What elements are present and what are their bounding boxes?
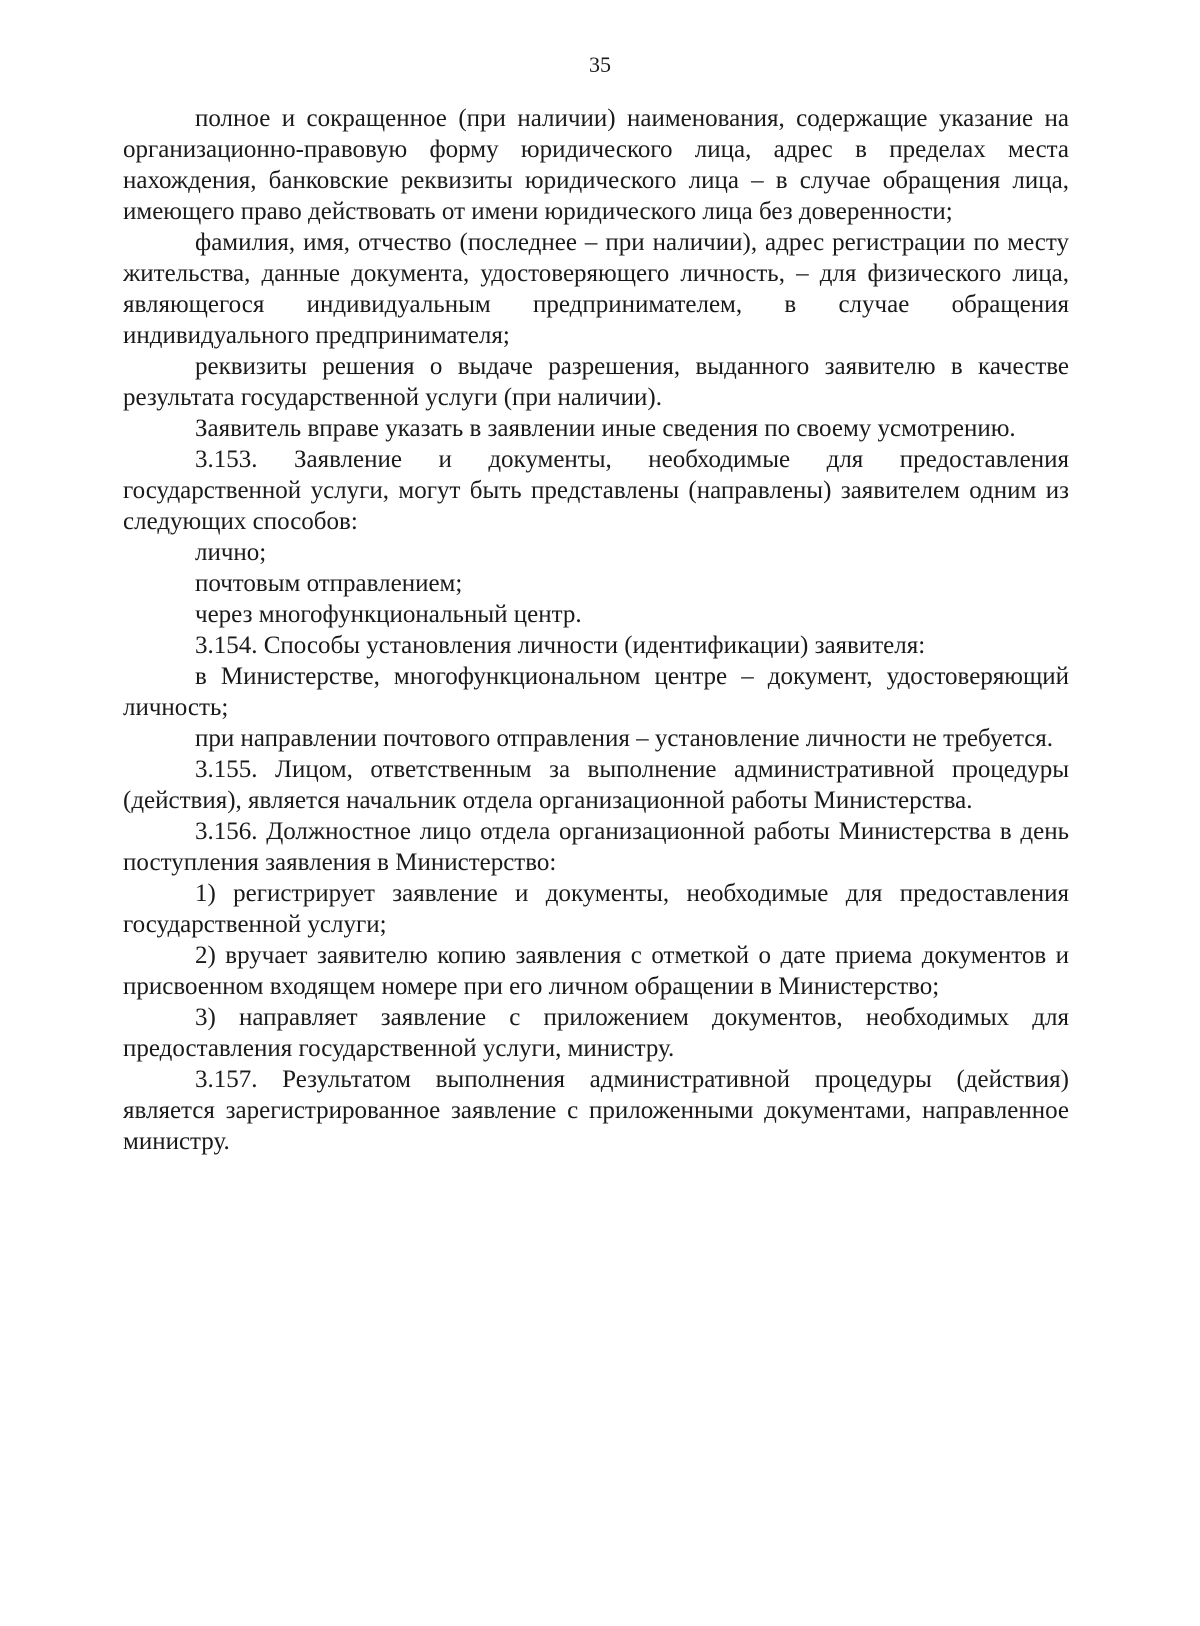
list-item-by-mail: почтовым отправлением; [195, 570, 463, 597]
paragraph-permit-requisites: реквизиты решения о выдаче разрешения, выданного заявителю в качестве результата государственной услуги (при наличии). [123, 353, 1069, 411]
paragraph-full-name-requisites: полное и сокращенное (при наличии) наименования, содержащие указание на организационно-правовую форму юридического лица, адрес в пределах места нахождения, банковские реквизиты юридического лица – в случае обращения лица, имеющего право действовать от имени юридического лица без доверенности; [123, 105, 1069, 225]
list-item-register: 1) регистрирует заявление и документы, необходимые для предоставления государственной услуги; [123, 880, 1069, 938]
paragraph-3-155: 3.155. Лицом, ответственным за выполнение административной процедуры (действия), является начальник отдела организационной работы Министерства. [123, 756, 1069, 814]
page-number: 35 [589, 52, 611, 77]
document-body [123, 103, 1069, 1157]
list-item-in-person: лично; [195, 539, 267, 566]
list-item-mfc: через многофункциональный центр. [195, 601, 582, 628]
paragraph-individual-entrepreneur: фамилия, имя, отчество (последнее – при наличии), адрес регистрации по месту жительства, данные документа, удостоверяющего личность, – для физического лица, являющегося индивидуальным предпринимателем, в случае обращения индивидуального предпринимателя; [123, 229, 1069, 349]
paragraph-3-153: 3.153. Заявление и документы, необходимые для предоставления государственной услуги, могут быть представлены (направлены) заявителем одним из следующих способов: [123, 446, 1069, 535]
paragraph-3-156: 3.156. Должностное лицо отдела организационной работы Министерства в день поступления заявления в Министерство: [123, 818, 1069, 876]
paragraph-3-157: 3.157. Результатом выполнения административной процедуры (действия) является зарегистрированное заявление с приложенными документами, направленное министру. [123, 1066, 1069, 1155]
paragraph-mail-identity: при направлении почтового отправления – установление личности не требуется. [195, 725, 1054, 752]
paragraph-other-info: Заявитель вправе указать в заявлении иные сведения по своему усмотрению. [195, 415, 1016, 442]
list-item-hand-copy: 2) вручает заявителю копию заявления с отметкой о дате приема документов и присвоенном входящем номере при его личном обращении в Министерство; [123, 942, 1069, 1000]
paragraph-ministry-identity: в Министерстве, многофункциональном центре – документ, удостоверяющий личность; [123, 663, 1069, 721]
paragraph-3-154: 3.154. Способы установления личности (идентификации) заявителя: [195, 632, 926, 659]
list-item-forward: 3) направляет заявление с приложением документов, необходимых для предоставления государственной услуги, министру. [123, 1004, 1069, 1062]
